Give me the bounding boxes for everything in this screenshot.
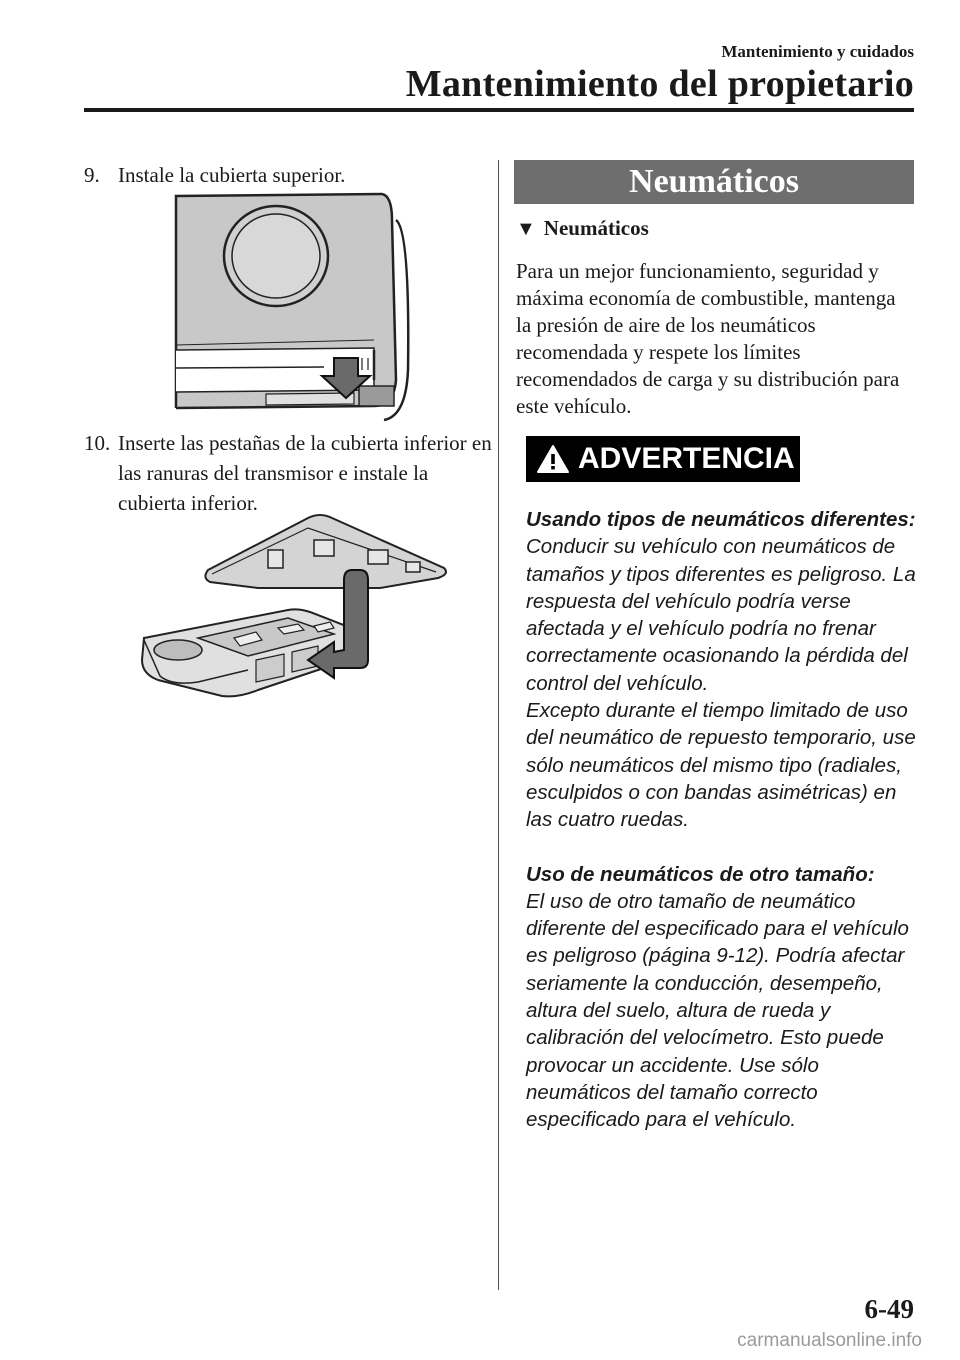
figure-bottom-cover xyxy=(138,510,450,702)
step-number: 9. xyxy=(84,163,100,187)
warning-heading: Usando tipos de neumáticos diferentes: xyxy=(526,508,916,531)
subheading xyxy=(516,216,649,241)
step-number: 10. xyxy=(84,431,111,455)
warning-badge xyxy=(526,436,800,482)
figure-top-cover xyxy=(174,190,436,422)
subheading-text: Neumáticos xyxy=(543,216,649,240)
warning-triangle-icon xyxy=(536,444,570,474)
step-text: Inserte las pestañas de la cubierta inferior en las ranuras del transmisor e instale la cubierta inferior. xyxy=(118,431,492,515)
section-banner: Neumáticos xyxy=(514,160,914,204)
page-number: 6-49 xyxy=(864,1294,914,1324)
step-text: Instale la cubierta superior. xyxy=(118,163,346,187)
intro-paragraph: Para un mejor funcionamiento, seguridad y máxima economía de combustible, mantenga la presión de aire de los neumáticos recomendada y respete los límites recomendados de carga y su distribución para este vehículo. xyxy=(516,259,900,418)
warning-paragraph: Excepto durante el tiempo limitado de uso del neumático de repuesto temporario, use sólo neumáticos del mismo tipo (radiales, esculpidos o con bandas asimétricas) en las cuatro ruedas. xyxy=(526,699,916,832)
watermark: carmanualsonline.info xyxy=(737,1330,922,1351)
warning-label: ADVERTENCIA xyxy=(578,442,795,475)
chapter-title: Mantenimiento del propietario xyxy=(405,63,914,105)
warning-paragraph: Conducir su vehículo con neumáticos de tamaños y tipos diferentes es peligroso. La respuesta del vehículo podría verse afectada y el vehículo podría no frenar correctamente ocasionando la pérdida del control del vehículo. xyxy=(526,535,916,695)
section-title: Mantenimiento y cuidados xyxy=(721,42,914,61)
header-rule xyxy=(84,108,914,112)
column-divider xyxy=(498,160,499,1290)
triangle-down-icon: ▼ xyxy=(516,218,536,240)
warning-text xyxy=(526,506,926,1134)
warning-heading: Uso de neumáticos de otro tamaño: xyxy=(526,862,875,886)
warning-paragraph: El uso de otro tamaño de neumático diferente del especificado para el vehículo es peligroso (página 9-12). Podría afectar seriamente la conducción, desempeño, altura del suelo, altura de rueda y calibración del velocímetro. Esto puede provocar un accidente. Use sólo neumáticos del tamaño correcto especificado para el vehículo. xyxy=(526,889,909,1132)
